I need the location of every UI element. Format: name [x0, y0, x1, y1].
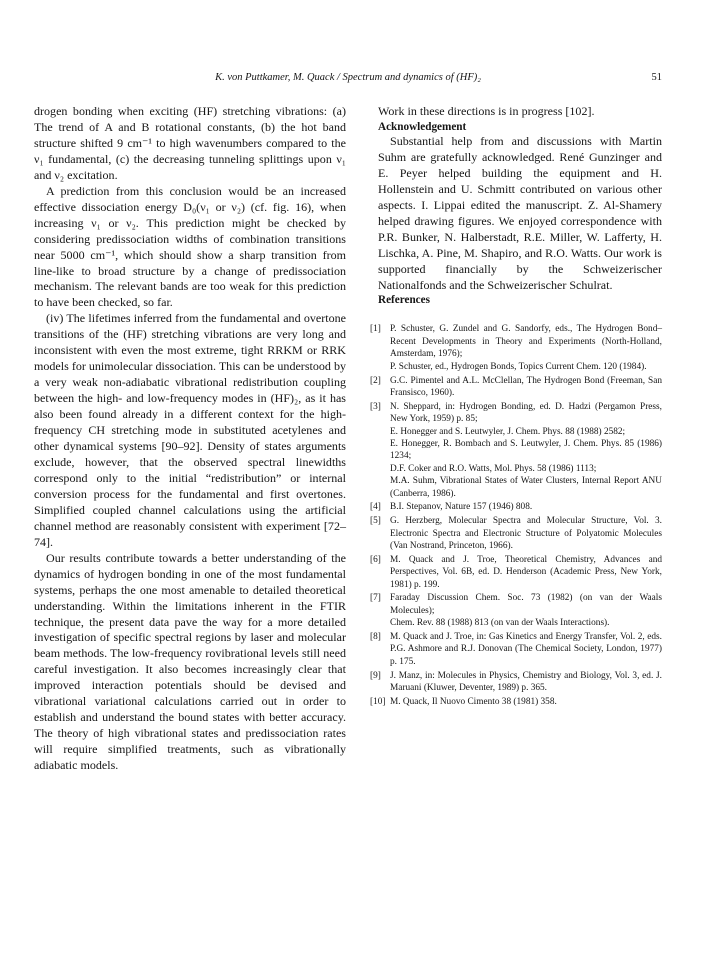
- reference-text: Chem. Rev. 88 (1988) 813 (on van der Waals Interactions).: [390, 618, 610, 629]
- reference-list: [370, 323, 662, 708]
- acknowledgement-heading: Acknowledgement: [378, 120, 467, 133]
- reference-text: M. Quack and J. Troe, Theoretical Chemistry, Advances and Perspectives, Vol. 6B, ed. D. Henderson (Academic Press, New York, 1981) p. 199.: [390, 554, 662, 590]
- reference-text: M. Quack, Il Nuovo Cimento 38 (1981) 358.: [390, 696, 557, 707]
- acknowledgement-text: Substantial help from and discussions with Martin Suhm are gratefully acknowledged. René Gunzinger and E. Peyer helped building the equipment and H. Hollenstein and U. Schmitt contributed on various other aspects. I. Lippai edited the manuscript. Z. Al-Shamery helped drawing figures. We enjoyed correspondence with P.R. Bunker, N. Halberstadt, R.E. Miller, W. Lafferty, H. Lischka, A. Pine, M. Shapiro, and R.O. Watts. Our work is supported financially by the Schweizerischer Nationalfonds and the Schweizerischer Schulrat.: [378, 133, 662, 292]
- paragraph-work-in-progress: Work in these directions is in progress [102].: [378, 104, 595, 118]
- reference-text: G. Herzberg, Molecular Spectra and Molecular Structure, Vol. 3. Electronic Spectra and Electronic Structure of Polyatomic Molecules (Van Nostrand, Princeton, 1966).: [390, 516, 662, 551]
- reference-text: M.A. Suhm, Vibrational States of Water Clusters, Internal Report ANU (Canberra, 1986).: [390, 476, 662, 499]
- reference-number: [2]: [370, 375, 381, 386]
- paragraph-conclusion: Our results contribute towards a better understanding of the dynamics of hydrogen bonding in one of the most fundamental systems, perhaps the one most amenable to detailed theoretical understanding. Within the limitations inherent in the FTIR technique, the present data pave the way for a more detailed investigation of specific spectral regions by laser and molecular beam methods. The low-frequency rovibrational levels still need careful investigation. It also becomes increasingly clear that improved interaction potentials should be devised and vibrational variational calculations carried out in order to establish and understand the bound states with better accuracy. The theory of high vibrational states and predissociation rates will require simplified treatments, such as vibrationally adiabatic models.: [34, 550, 346, 773]
- reference-number: [6]: [370, 554, 381, 565]
- reference-text: E. Honegger and S. Leutwyler, J. Chem. Phys. 88 (1988) 2582;: [390, 426, 626, 437]
- reference-item: [370, 323, 662, 373]
- reference-text: M. Quack and J. Troe, in: Gas Kinetics and Energy Transfer, Vol. 2, eds. P.G. Ashmore and R.J. Donovan (The Chemical Society, London, 1977) p. 175.: [390, 631, 662, 667]
- paragraph-lifetimes: (iv) The lifetimes inferred from the fundamental and overtone transitions of the (HF) stretching vibrations are very long and inconsistent with even the most extreme, tight RRKM or RRK models for unimolecular dissociation. This can be understood by a very weak non-adiabatic vibrational redistribution coupling between the high- and low-frequency modes in (HF)₂, as it has also been found already in a different context for the high-frequency CH stretching mode in substituted acetylenes and other dynamical systems [90–92]. Density of states arguments exclude, however, that the observed spectral linewidths correspond only to the initial “redistribution” or internal conversion process for the fundamental and first overtones. Simplified coupled channel calculations using the artificial channel method are reasonably consistent with experiment [72–74].: [34, 311, 346, 549]
- reference-item: [370, 501, 662, 513]
- reference-item: [370, 375, 662, 400]
- reference-text: G.C. Pimentel and A.L. McClellan, The Hydrogen Bond (Freeman, San Fransisco, 1960).: [390, 375, 662, 398]
- reference-item: [370, 696, 662, 708]
- left-column: [34, 104, 346, 774]
- reference-item: [370, 670, 662, 695]
- right-column: [370, 104, 662, 710]
- reference-text: B.I. Stepanov, Nature 157 (1946) 808.: [390, 502, 533, 513]
- reference-text: P. Schuster, G. Zundel and G. Sandorfy, eds., The Hydrogen Bond–Recent Developments in Theory and Experiments (North-Holland, Amsterdam, 1976);: [390, 324, 662, 360]
- references-heading: References: [378, 294, 430, 307]
- reference-number: [8]: [370, 631, 381, 642]
- reference-text: P. Schuster, ed., Hydrogen Bonds, Topics Current Chem. 120 (1984).: [390, 361, 647, 372]
- reference-item: [370, 554, 662, 591]
- reference-text: N. Sheppard, in: Hydrogen Bonding, ed. D. Hadzi (Pergamon Press, New York, 1959) p. 85;: [390, 401, 662, 425]
- running-header: [34, 72, 662, 88]
- reference-number: [1]: [370, 324, 381, 335]
- reference-item: [370, 401, 662, 500]
- reference-number: [10]: [370, 696, 386, 707]
- page-number: 51: [651, 72, 662, 83]
- reference-text: D.F. Coker and R.O. Watts, Mol. Phys. 58 (1986) 1113;: [390, 463, 597, 474]
- reference-item: [370, 631, 662, 668]
- paragraph-prediction: A prediction from this conclusion would be an increased effective dissociation energy D₀(ν₁ or ν₂) (cf. fig. 16), when increasing ν₁ or ν₂. This prediction might be checked by considering predissociation widths of combination transitions near 5000 cm⁻¹, which should show a sharp transition from line-like to broad structure by a change of predissociation mechanism. The relevant bands are too weak for this prediction to have been checked, so far.: [34, 183, 346, 310]
- reference-text: E. Honegger, R. Bombach and S. Leutwyler, J. Chem. Phys. 85 (1986) 1234;: [390, 438, 662, 462]
- reference-number: [7]: [370, 593, 381, 604]
- paragraph-continued: drogen bonding when exciting (HF) stretching vibrations: (a) The trend of A and B rotational constants, (b) the hot band structure shifted 9 cm⁻¹ to high wavenumbers compared to the ν₁ fundamental, (c) the decreasing tunneling splittings upon ν₁ and ν₂ excitation.: [34, 104, 346, 182]
- reference-number: [5]: [370, 516, 381, 527]
- reference-text: J. Manz, in: Molecules in Physics, Chemistry and Biology, Vol. 3, ed. J. Maruani (Kluwer, Deventer, 1989) p. 365.: [390, 670, 662, 693]
- reference-number: [9]: [370, 670, 381, 681]
- running-title: K. von Puttkamer, M. Quack / Spectrum and dynamics of (HF)₂: [215, 72, 481, 83]
- reference-text: Faraday Discussion Chem. Soc. 73 (1982) (on van der Waals Molecules);: [390, 593, 662, 616]
- reference-item: [370, 592, 662, 629]
- reference-number: [3]: [370, 401, 381, 412]
- reference-item: [370, 515, 662, 552]
- reference-number: [4]: [370, 502, 381, 513]
